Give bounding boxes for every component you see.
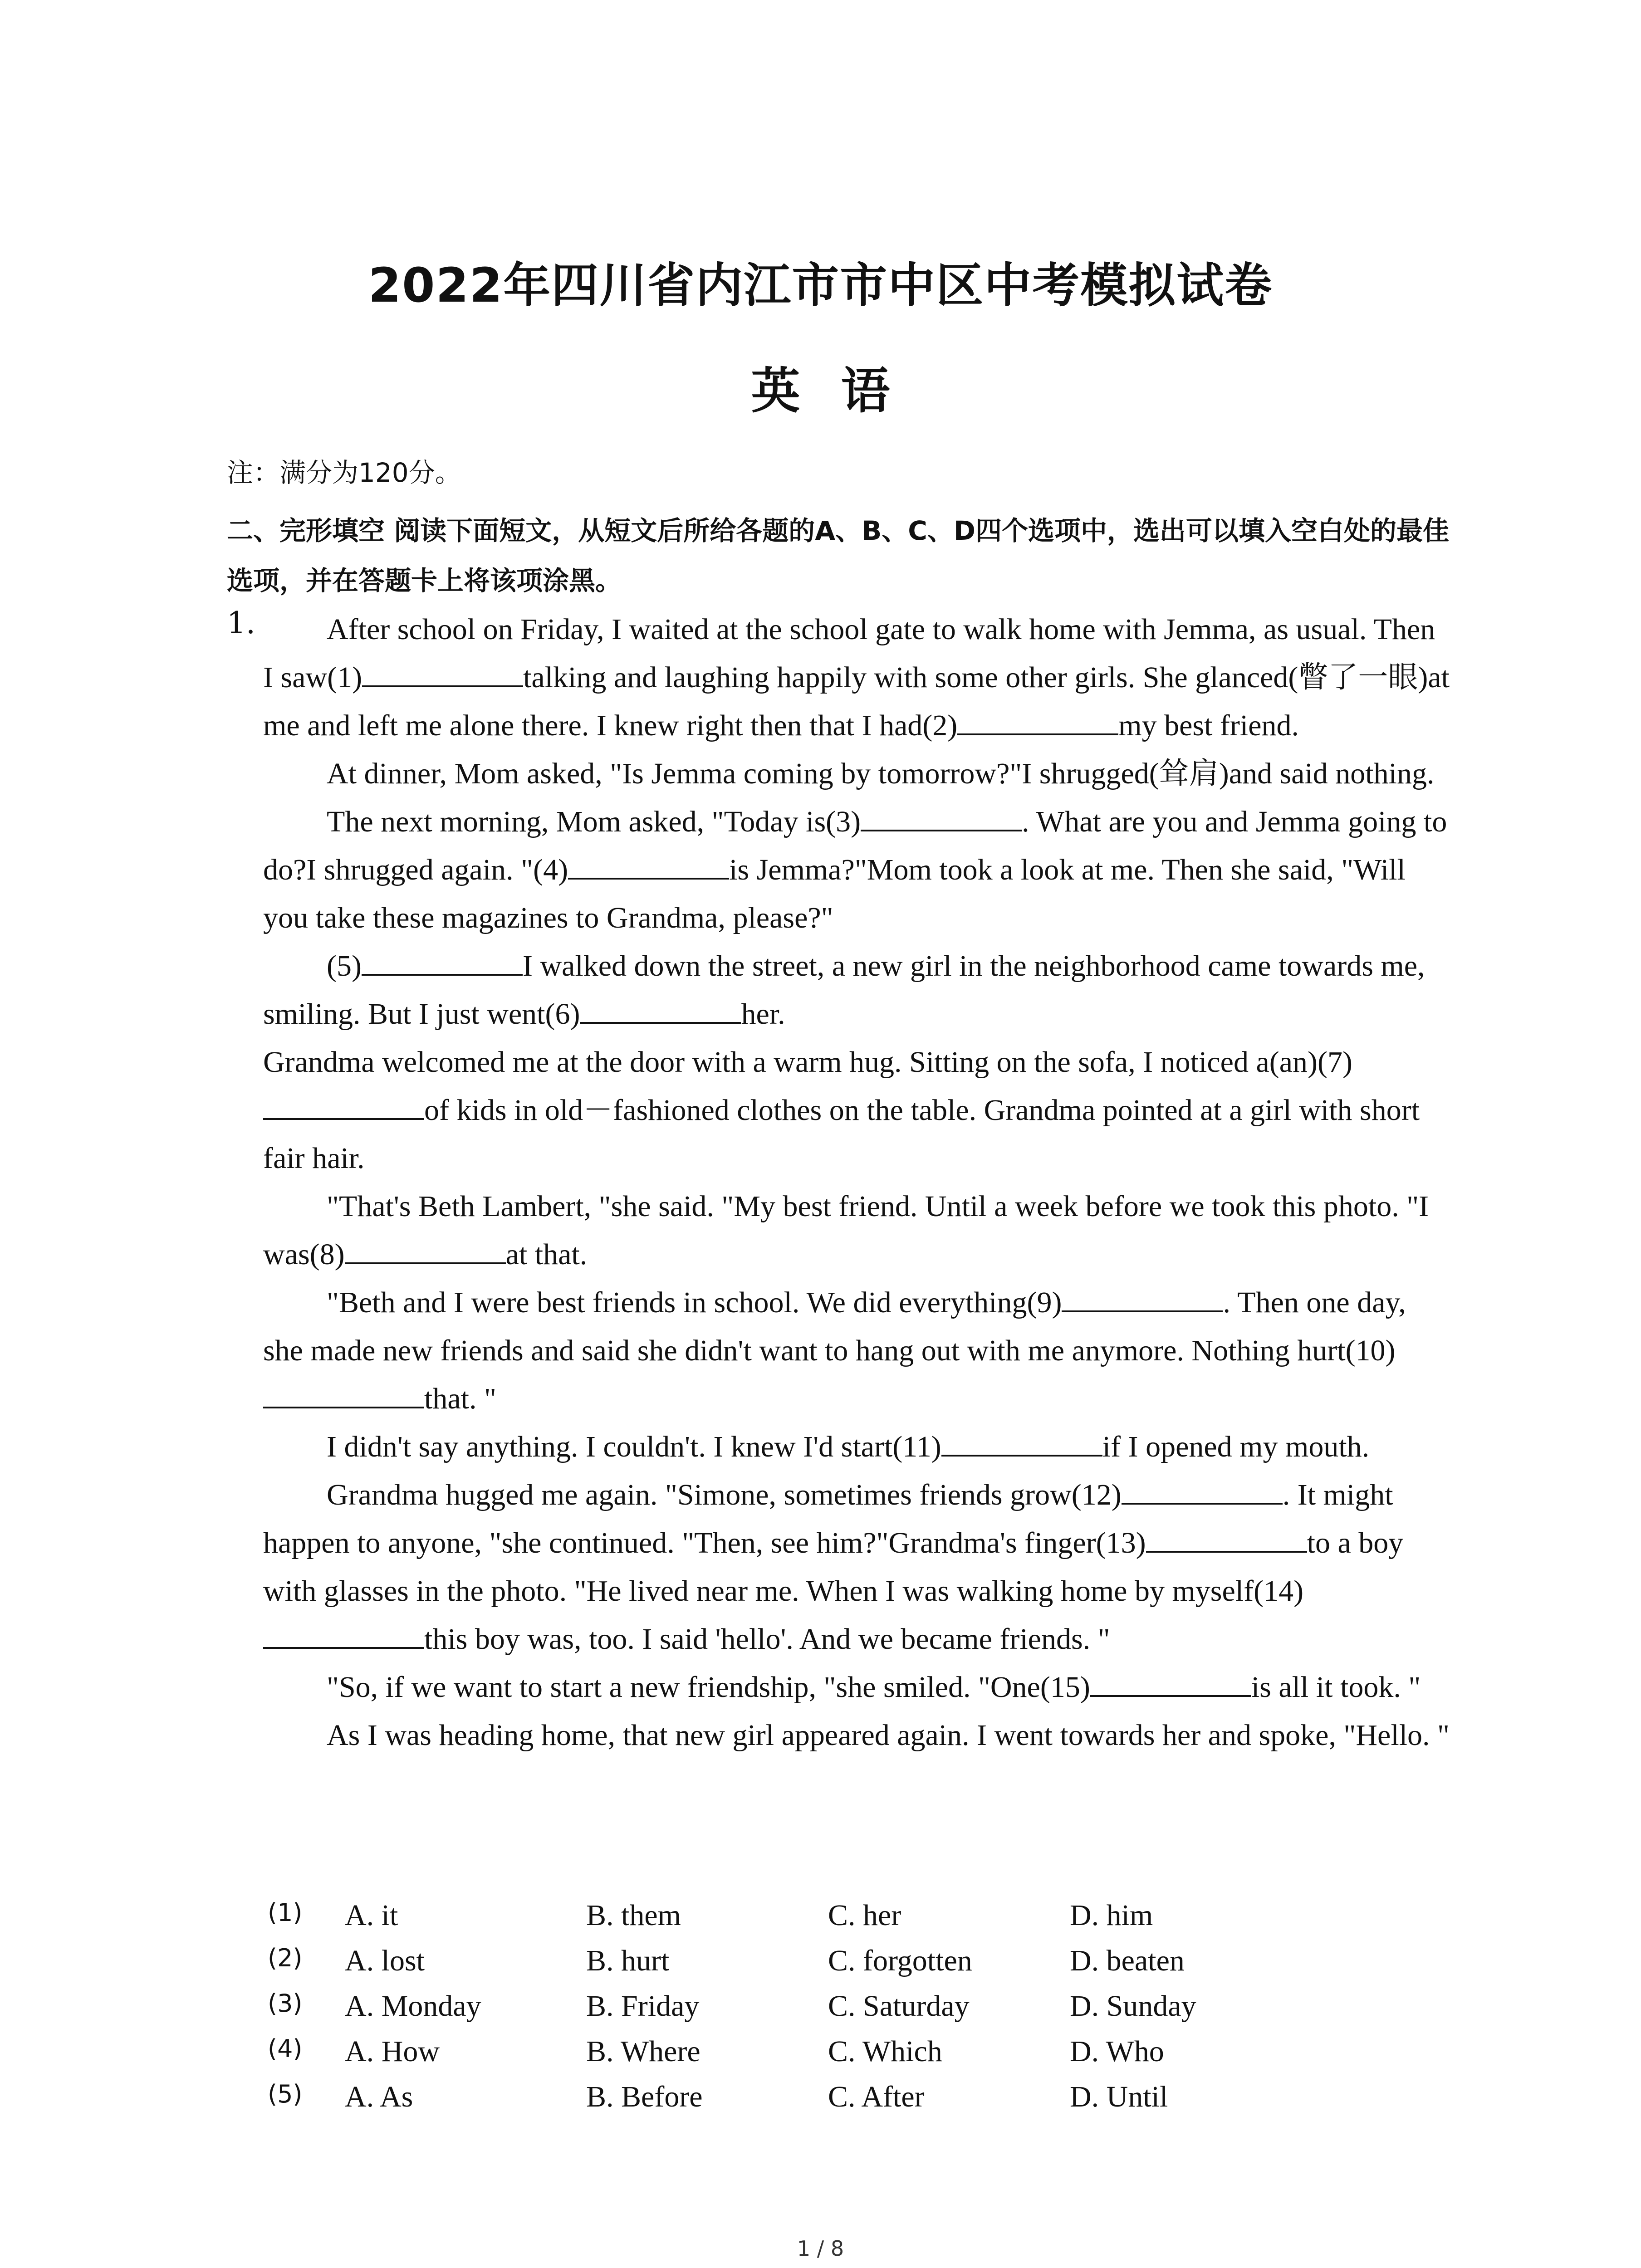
score-note: 注：满分为120分。: [227, 457, 461, 488]
answer-blank: [263, 1621, 424, 1649]
option-d: D. him: [1070, 1899, 1153, 1932]
passage-text: . What are you and Jemma going to do?I shrugged again. "(4): [263, 805, 1447, 886]
passage-text: The next morning, Mom asked, "Today is(3): [327, 805, 861, 838]
passage-paragraph: [263, 798, 1452, 942]
passage-text: is all it took. ": [1251, 1671, 1421, 1704]
passage-text: "So, if we want to start a new friendship, "she smiled. "One(15): [327, 1671, 1090, 1704]
passage-text: that. ": [424, 1382, 496, 1415]
passage-paragraph: [263, 750, 1452, 798]
passage-paragraph: [263, 1471, 1452, 1663]
option-row: [263, 1944, 1452, 1989]
option-c: C. After: [828, 2080, 925, 2113]
passage-paragraph: [263, 1711, 1452, 1760]
passage-paragraph: [263, 1038, 1452, 1183]
question-number: 1.: [227, 606, 255, 640]
answer-blank: [263, 1380, 424, 1408]
passage-paragraph: [263, 1423, 1452, 1471]
passage-paragraph: [263, 606, 1452, 750]
answer-blank: [1090, 1669, 1251, 1697]
page-number: 1 / 8: [797, 2236, 844, 2261]
option-d: D. Sunday: [1070, 1989, 1196, 2023]
option-a: A. How: [345, 2035, 440, 2068]
passage-text: I didn't say anything. I couldn't. I knew I'd start(11): [327, 1430, 941, 1463]
passage-text: "Beth and I were best friends in school. We did everything(9): [327, 1286, 1062, 1319]
passage-text: . It might happen to anyone, "she continued. "Then, see him?"Grandma's finger(13): [263, 1478, 1393, 1559]
option-number: (3): [268, 1989, 303, 2018]
passage-paragraph: [263, 1183, 1452, 1279]
passage-text: I walked down the street, a new girl in the neighborhood came towards me, smiling. But I just went(6): [263, 949, 1425, 1031]
option-b: B. them: [586, 1899, 681, 1932]
answer-blank: [1062, 1284, 1223, 1312]
passage-paragraph: [263, 1663, 1452, 1711]
answer-blank: [1146, 1525, 1307, 1553]
passage-paragraph: [263, 942, 1452, 1038]
answer-blank: [263, 1092, 424, 1120]
passage-text: After school on Friday, I waited at the school gate to walk home with Jemma, as usual. Then I saw(1): [263, 613, 1435, 694]
passage-text: is Jemma?"Mom took a look at me. Then she said, "Will you take these magazines to Grandma, please?": [263, 853, 1406, 934]
option-a: A. As: [345, 2080, 413, 2113]
answer-blank: [345, 1236, 506, 1264]
option-c: C. forgotten: [828, 1944, 972, 1977]
option-row: [263, 1989, 1452, 2034]
passage-text: . Then one day, she made new friends and said she didn't want to hang out with me anymore. Nothing hurt(10): [263, 1286, 1406, 1367]
option-b: B. Friday: [586, 1989, 700, 2023]
section-heading: 二、完形填空 阅读下面短文，从短文后所给各题的A、B、C、D四个选项中，选出可以填入空白处的最佳选项，并在答题卡上将该项涂黑。: [227, 515, 1450, 596]
option-d: D. beaten: [1070, 1944, 1185, 1977]
option-c: C. Which: [828, 2035, 942, 2068]
passage-text: Grandma hugged me again. "Simone, sometimes friends grow(12): [327, 1478, 1122, 1511]
option-a: A. Monday: [345, 1989, 481, 2023]
answer-blank: [362, 948, 523, 976]
option-row: [263, 2080, 1452, 2125]
option-d: D. Until: [1070, 2080, 1168, 2113]
passage-text: at that.: [505, 1238, 588, 1271]
passage-text: to a boy with glasses in the photo. "He lived near me. When I was walking home by myself(14): [263, 1526, 1404, 1608]
passage-text: her.: [741, 997, 785, 1031]
passage-text: As I was heading home, that new girl appeared again. I went towards her and spoke, "Hello. ": [327, 1719, 1450, 1752]
answer-blank: [1122, 1476, 1283, 1505]
option-c: C. her: [828, 1899, 901, 1932]
option-d: D. Who: [1070, 2035, 1164, 2068]
passage-text: my best friend.: [1118, 709, 1299, 742]
option-a: A. lost: [345, 1944, 425, 1977]
option-number: (1): [268, 1898, 303, 1927]
answer-blank: [861, 803, 1022, 831]
passage-paragraph: [263, 1279, 1452, 1423]
option-number: (2): [268, 1944, 303, 1972]
passage-text: this boy was, too. I said 'hello'. And we became friends. ": [424, 1623, 1110, 1656]
passage-text: talking and laughing happily with some other girls. She glanced(瞥了一眼)at me and left me alone there. I knew right then that I had(2): [263, 661, 1450, 742]
passage-text: (5): [327, 949, 362, 982]
options-table: [263, 1898, 1452, 2125]
option-a: A. it: [345, 1899, 398, 1932]
option-b: B. Where: [586, 2035, 700, 2068]
option-b: B. Before: [586, 2080, 703, 2113]
answer-blank: [362, 659, 523, 687]
subject-title: 英语: [751, 363, 931, 420]
option-c: C. Saturday: [828, 1989, 970, 2023]
answer-blank: [941, 1428, 1102, 1457]
option-number: (4): [268, 2034, 303, 2063]
passage-text: of kids in old－fashioned clothes on the table. Grandma pointed at a girl with short fair hair.: [263, 1094, 1420, 1175]
passage-text: At dinner, Mom asked, "Is Jemma coming by tomorrow?"I shrugged(耸肩)and said nothing.: [327, 757, 1435, 790]
cloze-passage: [263, 606, 1452, 1760]
option-number: (5): [268, 2080, 303, 2108]
passage-text: "That's Beth Lambert, "she said. "My best friend. Until a week before we took this photo. "I was(8): [263, 1190, 1429, 1271]
option-row: [263, 2034, 1452, 2080]
answer-blank: [568, 851, 729, 880]
exam-title: 2022年四川省内江市市中区中考模拟试卷: [368, 258, 1273, 313]
answer-blank: [957, 707, 1118, 735]
passage-text: Grandma welcomed me at the door with a warm hug. Sitting on the sofa, I noticed a(an)(7): [263, 1046, 1352, 1079]
answer-blank: [580, 996, 741, 1024]
option-row: [263, 1898, 1452, 1944]
option-b: B. hurt: [586, 1944, 670, 1977]
passage-text: if I opened my mouth.: [1102, 1430, 1370, 1463]
